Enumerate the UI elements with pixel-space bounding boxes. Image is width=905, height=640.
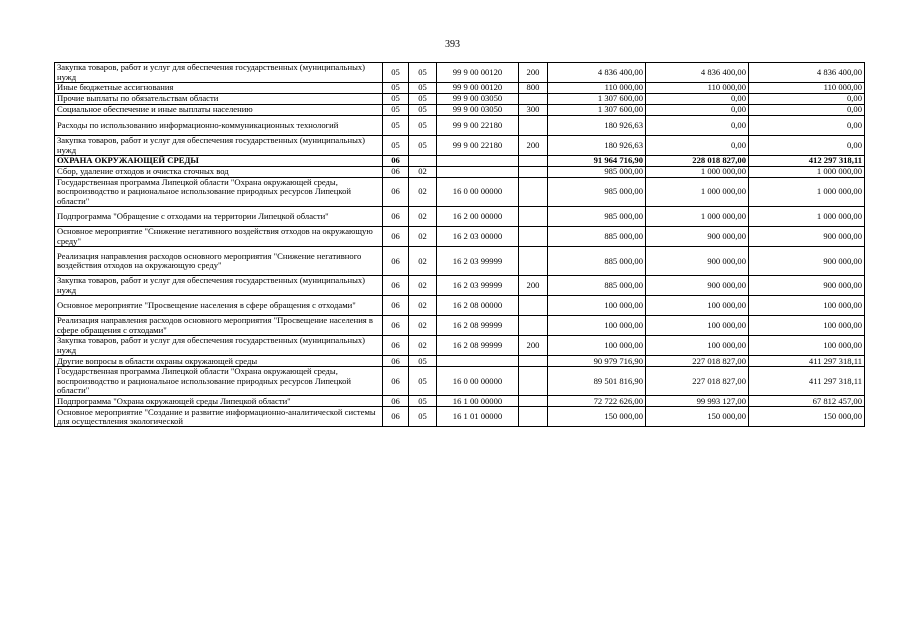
row-name: Закупка товаров, работ и услуг для обеспечения государственных (муниципальных) нужд — [55, 276, 383, 296]
row-expense-type: 200 — [519, 136, 548, 156]
row-name: Подпрограмма "Обращение с отходами на территории Липецкой области" — [55, 207, 383, 227]
row-amount-year-2: 900 000,00 — [646, 227, 749, 247]
row-amount-year-3: 100 000,00 — [749, 296, 865, 316]
row-section-code: 06 — [383, 227, 409, 247]
row-expense-type: 300 — [519, 105, 548, 116]
row-amount-year-3: 67 812 457,00 — [749, 396, 865, 407]
row-subsection-code: 02 — [409, 276, 437, 296]
row-amount-year-3: 100 000,00 — [749, 336, 865, 356]
row-name: ОХРАНА ОКРУЖАЮЩЕЙ СРЕДЫ — [55, 156, 383, 167]
row-section-code: 05 — [383, 116, 409, 136]
row-section-code: 06 — [383, 247, 409, 276]
row-subsection-code: 05 — [409, 94, 437, 105]
row-target-article: 16 2 08 99999 — [437, 316, 519, 336]
row-amount-year-2: 900 000,00 — [646, 247, 749, 276]
row-expense-type — [519, 207, 548, 227]
row-target-article: 99 9 00 00120 — [437, 63, 519, 83]
row-amount-year-2: 110 000,00 — [646, 83, 749, 94]
row-subsection-code: 02 — [409, 336, 437, 356]
row-amount-year-1: 885 000,00 — [548, 227, 646, 247]
table-row — [55, 367, 865, 396]
row-target-article: 16 2 08 00000 — [437, 296, 519, 316]
row-subsection-code: 02 — [409, 296, 437, 316]
row-section-code: 06 — [383, 276, 409, 296]
row-expense-type — [519, 94, 548, 105]
row-subsection-code: 02 — [409, 178, 437, 207]
row-expense-type — [519, 247, 548, 276]
row-subsection-code: 02 — [409, 227, 437, 247]
table-row — [55, 336, 865, 356]
row-section-code: 06 — [383, 296, 409, 316]
row-target-article: 99 9 00 22180 — [437, 116, 519, 136]
row-amount-year-2: 1 000 000,00 — [646, 167, 749, 178]
row-amount-year-3: 100 000,00 — [749, 316, 865, 336]
row-section-code: 05 — [383, 63, 409, 83]
row-amount-year-3: 411 297 318,11 — [749, 367, 865, 396]
row-amount-year-2: 100 000,00 — [646, 336, 749, 356]
row-expense-type — [519, 227, 548, 247]
row-amount-year-1: 1 307 600,00 — [548, 94, 646, 105]
table-row — [55, 407, 865, 427]
table-row — [55, 247, 865, 276]
row-target-article: 99 9 00 22180 — [437, 136, 519, 156]
table-row — [55, 296, 865, 316]
row-name: Социальное обеспечение и иные выплаты населению — [55, 105, 383, 116]
row-subsection-code: 02 — [409, 316, 437, 336]
row-amount-year-3: 1 000 000,00 — [749, 207, 865, 227]
row-target-article — [437, 156, 519, 167]
row-section-code: 06 — [383, 178, 409, 207]
row-amount-year-2: 900 000,00 — [646, 276, 749, 296]
row-amount-year-1: 180 926,63 — [548, 136, 646, 156]
row-name: Основное мероприятие "Создание и развитие информационно-аналитической системы для осуществления экологической — [55, 407, 383, 427]
row-target-article: 16 1 00 00000 — [437, 396, 519, 407]
row-amount-year-2: 150 000,00 — [646, 407, 749, 427]
row-amount-year-2: 100 000,00 — [646, 296, 749, 316]
table-row — [55, 105, 865, 116]
row-section-code: 06 — [383, 316, 409, 336]
row-expense-type: 800 — [519, 83, 548, 94]
row-section-code: 05 — [383, 94, 409, 105]
row-subsection-code: 05 — [409, 407, 437, 427]
row-amount-year-3: 411 297 318,11 — [749, 356, 865, 367]
row-subsection-code: 05 — [409, 136, 437, 156]
row-amount-year-1: 89 501 816,90 — [548, 367, 646, 396]
row-amount-year-3: 150 000,00 — [749, 407, 865, 427]
table-row — [55, 207, 865, 227]
row-expense-type — [519, 316, 548, 336]
row-name: Закупка товаров, работ и услуг для обеспечения государственных (муниципальных) нужд — [55, 336, 383, 356]
row-amount-year-2: 1 000 000,00 — [646, 178, 749, 207]
row-name: Реализация направления расходов основного мероприятия "Просвещение населения в сфере обращения с отходами" — [55, 316, 383, 336]
row-target-article: 16 2 03 00000 — [437, 227, 519, 247]
row-target-article: 16 2 00 00000 — [437, 207, 519, 227]
row-amount-year-2: 0,00 — [646, 136, 749, 156]
row-subsection-code: 05 — [409, 367, 437, 396]
row-target-article: 16 1 01 00000 — [437, 407, 519, 427]
row-name: Подпрограмма "Охрана окружающей среды Липецкой области" — [55, 396, 383, 407]
row-expense-type: 200 — [519, 63, 548, 83]
row-name: Иные бюджетные ассигнования — [55, 83, 383, 94]
row-subsection-code — [409, 156, 437, 167]
row-amount-year-3: 110 000,00 — [749, 83, 865, 94]
row-expense-type — [519, 116, 548, 136]
row-amount-year-3: 4 836 400,00 — [749, 63, 865, 83]
row-expense-type — [519, 156, 548, 167]
row-amount-year-1: 72 722 626,00 — [548, 396, 646, 407]
row-amount-year-1: 100 000,00 — [548, 316, 646, 336]
row-expense-type — [519, 367, 548, 396]
row-section-code: 05 — [383, 136, 409, 156]
row-target-article: 99 9 00 03050 — [437, 105, 519, 116]
table-row — [55, 94, 865, 105]
row-name: Реализация направления расходов основного мероприятия "Снижение негативного воздействия отходов на окружающую среду" — [55, 247, 383, 276]
row-section-code: 05 — [383, 105, 409, 116]
row-name: Закупка товаров, работ и услуг для обеспечения государственных (муниципальных) нужд — [55, 63, 383, 83]
row-amount-year-3: 0,00 — [749, 105, 865, 116]
row-amount-year-1: 110 000,00 — [548, 83, 646, 94]
row-amount-year-1: 885 000,00 — [548, 276, 646, 296]
row-section-code: 06 — [383, 156, 409, 167]
row-amount-year-2: 227 018 827,00 — [646, 356, 749, 367]
table-row — [55, 227, 865, 247]
row-section-code: 06 — [383, 167, 409, 178]
table-row — [55, 167, 865, 178]
row-expense-type: 200 — [519, 336, 548, 356]
budget-table-body — [55, 63, 865, 427]
row-name: Основное мероприятие "Просвещение населения в сфере обращения с отходами" — [55, 296, 383, 316]
row-subsection-code: 05 — [409, 105, 437, 116]
row-expense-type — [519, 407, 548, 427]
row-section-code: 06 — [383, 207, 409, 227]
row-section-code: 06 — [383, 336, 409, 356]
row-amount-year-1: 4 836 400,00 — [548, 63, 646, 83]
row-name: Закупка товаров, работ и услуг для обеспечения государственных (муниципальных) нужд — [55, 136, 383, 156]
row-section-code: 06 — [383, 407, 409, 427]
row-amount-year-2: 4 836 400,00 — [646, 63, 749, 83]
row-amount-year-2: 0,00 — [646, 116, 749, 136]
row-amount-year-2: 1 000 000,00 — [646, 207, 749, 227]
row-target-article — [437, 167, 519, 178]
table-row — [55, 83, 865, 94]
row-name: Другие вопросы в области охраны окружающей среды — [55, 356, 383, 367]
row-amount-year-1: 1 307 600,00 — [548, 105, 646, 116]
table-row — [55, 356, 865, 367]
row-amount-year-3: 0,00 — [749, 116, 865, 136]
row-amount-year-1: 100 000,00 — [548, 336, 646, 356]
row-name: Государственная программа Липецкой области "Охрана окружающей среды, воспроизводство и рациональное использование природных ресурсов Липецкой области" — [55, 367, 383, 396]
row-expense-type — [519, 356, 548, 367]
row-name: Сбор, удаление отходов и очистка сточных вод — [55, 167, 383, 178]
row-subsection-code: 05 — [409, 356, 437, 367]
row-amount-year-1: 100 000,00 — [548, 296, 646, 316]
row-section-code: 06 — [383, 367, 409, 396]
row-amount-year-3: 0,00 — [749, 94, 865, 105]
budget-table — [54, 62, 865, 427]
row-subsection-code: 05 — [409, 63, 437, 83]
row-expense-type — [519, 296, 548, 316]
row-amount-year-3: 412 297 318,11 — [749, 156, 865, 167]
table-row — [55, 63, 865, 83]
row-amount-year-1: 90 979 716,90 — [548, 356, 646, 367]
row-subsection-code: 02 — [409, 207, 437, 227]
table-row — [55, 396, 865, 407]
row-name: Расходы по использованию информационно-коммуникационных технологий — [55, 116, 383, 136]
table-row — [55, 316, 865, 336]
row-subsection-code: 05 — [409, 396, 437, 407]
row-amount-year-3: 1 000 000,00 — [749, 178, 865, 207]
row-subsection-code: 02 — [409, 247, 437, 276]
row-target-article: 99 9 00 00120 — [437, 83, 519, 94]
row-amount-year-3: 1 000 000,00 — [749, 167, 865, 178]
row-amount-year-2: 100 000,00 — [646, 316, 749, 336]
row-amount-year-3: 0,00 — [749, 136, 865, 156]
row-target-article: 16 2 03 99999 — [437, 247, 519, 276]
table-row — [55, 136, 865, 156]
table-row — [55, 116, 865, 136]
row-target-article: 16 0 00 00000 — [437, 367, 519, 396]
row-amount-year-3: 900 000,00 — [749, 276, 865, 296]
row-section-code: 05 — [383, 83, 409, 94]
row-target-article — [437, 356, 519, 367]
row-amount-year-1: 985 000,00 — [548, 167, 646, 178]
row-amount-year-2: 0,00 — [646, 94, 749, 105]
row-expense-type — [519, 396, 548, 407]
row-expense-type — [519, 167, 548, 178]
row-amount-year-2: 0,00 — [646, 105, 749, 116]
page-number: 393 — [445, 39, 460, 50]
row-amount-year-3: 900 000,00 — [749, 247, 865, 276]
row-expense-type — [519, 178, 548, 207]
row-subsection-code: 05 — [409, 83, 437, 94]
row-name: Основное мероприятие "Снижение негативного воздействия отходов на окружающую среду" — [55, 227, 383, 247]
row-target-article: 16 2 03 99999 — [437, 276, 519, 296]
row-amount-year-1: 985 000,00 — [548, 178, 646, 207]
row-amount-year-2: 99 993 127,00 — [646, 396, 749, 407]
row-section-code: 06 — [383, 356, 409, 367]
row-section-code: 06 — [383, 396, 409, 407]
row-target-article: 16 0 00 00000 — [437, 178, 519, 207]
row-subsection-code: 02 — [409, 167, 437, 178]
table-row — [55, 276, 865, 296]
row-amount-year-3: 900 000,00 — [749, 227, 865, 247]
row-expense-type: 200 — [519, 276, 548, 296]
row-amount-year-1: 180 926,63 — [548, 116, 646, 136]
table-row — [55, 156, 865, 167]
row-name: Государственная программа Липецкой области "Охрана окружающей среды, воспроизводство и рациональное использование природных ресурсов Липецкой области" — [55, 178, 383, 207]
row-target-article: 16 2 08 99999 — [437, 336, 519, 356]
table-row — [55, 178, 865, 207]
row-subsection-code: 05 — [409, 116, 437, 136]
row-amount-year-1: 885 000,00 — [548, 247, 646, 276]
row-amount-year-1: 150 000,00 — [548, 407, 646, 427]
row-amount-year-1: 91 964 716,90 — [548, 156, 646, 167]
row-amount-year-2: 227 018 827,00 — [646, 367, 749, 396]
row-name: Прочие выплаты по обязательствам области — [55, 94, 383, 105]
row-target-article: 99 9 00 03050 — [437, 94, 519, 105]
row-amount-year-2: 228 018 827,00 — [646, 156, 749, 167]
row-amount-year-1: 985 000,00 — [548, 207, 646, 227]
